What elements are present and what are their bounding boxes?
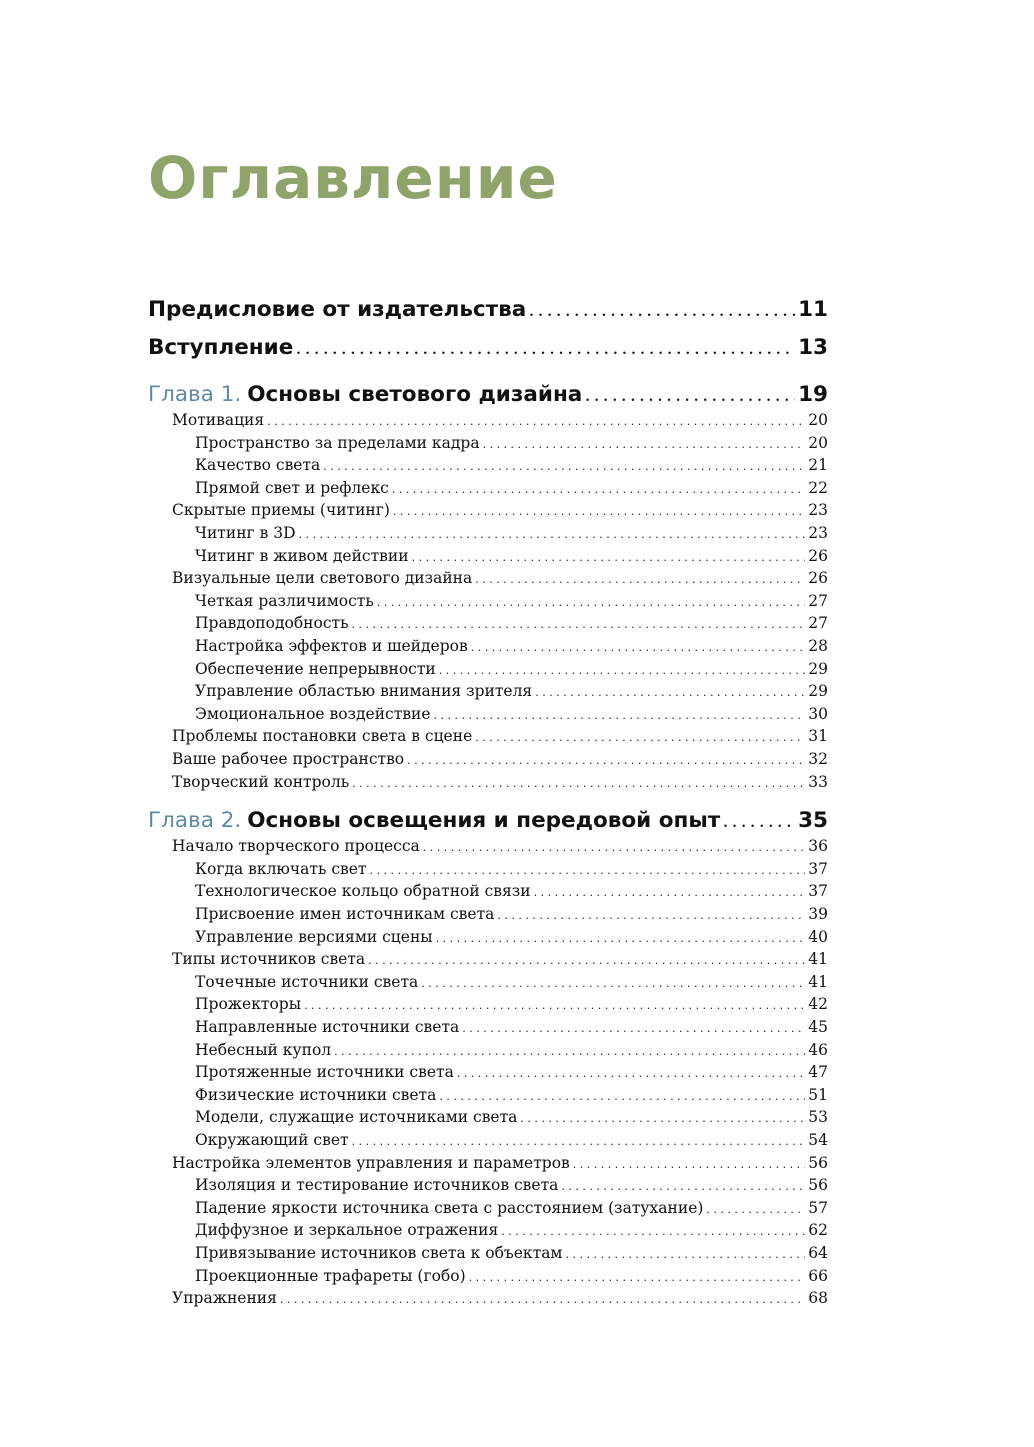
toc-front-entry[interactable]: [148, 333, 828, 363]
page-number: 41: [808, 972, 828, 991]
page-number: 37: [808, 882, 828, 901]
dot-leader: [471, 636, 806, 659]
dot-leader: [501, 1220, 805, 1243]
page-number: 29: [808, 659, 828, 678]
dot-leader: [561, 1175, 805, 1198]
entry-title: Правдоподобность: [195, 614, 349, 633]
entry-title: Проекционные трафареты (гобо): [195, 1266, 466, 1285]
toc-subsection[interactable]: [195, 1084, 828, 1107]
toc-section[interactable]: [172, 771, 828, 794]
page-number: 57: [808, 1198, 828, 1217]
page-number: 22: [808, 478, 828, 497]
page-number: 56: [808, 1153, 828, 1172]
page-number: 32: [808, 750, 828, 768]
toc-chapter-heading[interactable]: [148, 806, 828, 836]
dot-leader: [421, 972, 805, 995]
toc-subsection[interactable]: [195, 880, 828, 903]
toc-section[interactable]: [172, 1152, 828, 1175]
page-number: 56: [808, 1176, 828, 1195]
entry-title: Прямой свет и рефлекс: [195, 478, 389, 497]
page-number: 51: [808, 1085, 828, 1104]
entry-title: Обеспечение непрерывности: [195, 659, 436, 678]
dot-leader: [352, 772, 805, 795]
toc-subsection[interactable]: [195, 590, 828, 613]
dot-leader: [267, 410, 805, 433]
chapter-heading: [148, 380, 582, 410]
toc-subsection[interactable]: [195, 971, 828, 994]
toc-section[interactable]: [172, 1287, 828, 1310]
chapter-title: Основы светового дизайна: [247, 382, 583, 407]
page-number: 39: [808, 905, 828, 923]
entry-title: Качество света: [195, 456, 321, 475]
dot-leader: [439, 659, 806, 682]
toc-subsection[interactable]: [195, 1016, 828, 1039]
dot-leader: [534, 881, 806, 904]
toc-subsection[interactable]: [195, 1129, 828, 1152]
entry-title: Четкая различимость: [195, 591, 374, 610]
page-number: 40: [808, 927, 828, 946]
page-number: 20: [808, 433, 828, 452]
toc-subsection[interactable]: [195, 1242, 828, 1265]
entry-title: Настройка элементов управления и параметров: [172, 1153, 570, 1172]
page-number: 23: [808, 501, 828, 520]
page-number: 41: [808, 950, 828, 969]
dot-leader: [304, 994, 805, 1017]
dot-leader: [475, 726, 805, 749]
dot-leader: [483, 433, 806, 456]
page-number: 23: [808, 524, 828, 542]
dot-leader: [412, 546, 806, 569]
dot-leader: [529, 298, 795, 328]
toc-subsection[interactable]: [195, 477, 828, 500]
dot-leader: [497, 904, 805, 927]
entry-title: Эмоциональное воздействие: [195, 704, 431, 723]
entry-title: Читинг в 3D: [195, 524, 296, 542]
dot-leader: [368, 949, 805, 972]
dot-leader: [407, 749, 805, 772]
toc-subsection[interactable]: [195, 545, 828, 568]
toc-subsection[interactable]: [195, 1039, 828, 1062]
toc-subsection[interactable]: [195, 635, 828, 658]
page-number: 68: [808, 1289, 828, 1308]
dot-leader: [393, 500, 805, 523]
toc-subsection[interactable]: [195, 903, 828, 926]
toc-section[interactable]: [172, 499, 828, 522]
entry-title: Управление версиями сцены: [195, 927, 433, 946]
entry-title: Падение яркости источника света с расстоянием (затухание): [195, 1198, 704, 1217]
entry-title: Окружающий свет: [195, 1131, 349, 1149]
page-number: 33: [808, 772, 828, 791]
page-number: 53: [808, 1108, 828, 1127]
dot-leader: [535, 681, 805, 704]
page-number: 31: [808, 727, 828, 746]
dot-leader: [423, 836, 806, 859]
dot-leader: [566, 1243, 806, 1266]
page-number: 11: [798, 297, 828, 322]
entry-title: Когда включать свет: [195, 859, 367, 878]
dot-leader: [475, 568, 805, 591]
toc-chapter-heading[interactable]: [148, 380, 828, 410]
page-number: 27: [808, 591, 828, 610]
entry-title: Проблемы постановки света в сцене: [172, 727, 473, 746]
page-number: 46: [808, 1040, 828, 1059]
dot-leader: [392, 478, 805, 501]
page-number: 35: [798, 808, 828, 834]
page-number: 21: [808, 456, 828, 475]
entry-title: Настройка эффектов и шейдеров: [195, 637, 468, 655]
page-number: 37: [808, 859, 828, 878]
dot-leader: [352, 1130, 806, 1153]
dot-leader: [296, 336, 795, 366]
toc-subsection[interactable]: [195, 658, 828, 681]
toc-section[interactable]: [172, 567, 828, 590]
toc-subsection[interactable]: [195, 432, 828, 455]
dot-leader: [323, 455, 805, 478]
chapter-heading: [148, 806, 720, 836]
page-number: 29: [808, 682, 828, 701]
toc-subsection[interactable]: [195, 1061, 828, 1084]
dot-leader: [573, 1153, 805, 1176]
page-number: 26: [808, 569, 828, 588]
toc-subsection[interactable]: [195, 1106, 828, 1129]
entry-title: Ваше рабочее пространство: [172, 750, 405, 768]
entry-title: Модели, служащие источниками света: [195, 1108, 518, 1127]
chapter-number: Глава 1.: [148, 382, 242, 407]
page-number: 47: [808, 1063, 828, 1082]
page-title: Оглавление: [148, 144, 558, 212]
entry-title: Творческий контроль: [172, 772, 350, 791]
entry-title: Привязывание источников света к объектам: [195, 1244, 563, 1262]
page-number: 62: [808, 1221, 828, 1240]
entry-title: Прожекторы: [195, 995, 302, 1014]
entry-title: Визуальные цели светового дизайна: [172, 569, 473, 588]
page-number: 30: [808, 704, 828, 723]
page-number: 64: [808, 1244, 828, 1262]
dot-leader: [334, 1040, 805, 1063]
dot-leader: [434, 704, 806, 727]
chapter-title: Основы освещения и передовой опыт: [247, 808, 721, 834]
page-number: 26: [808, 546, 828, 565]
entry-title: Технологическое кольцо обратной связи: [195, 882, 531, 901]
chapter-number: Глава 2.: [148, 808, 242, 834]
dot-leader: [439, 1085, 805, 1108]
toc-subsection[interactable]: [195, 858, 828, 881]
entry-title: Пространство за пределами кадра: [195, 433, 480, 452]
dot-leader: [436, 927, 806, 950]
page-number: 19: [798, 382, 828, 407]
toc-section[interactable]: [172, 409, 828, 432]
entry-title: Точечные источники света: [195, 972, 419, 991]
toc-section[interactable]: [172, 948, 828, 971]
entry-title: Типы источников света: [172, 950, 366, 969]
entry-title: Предисловие от издательства: [148, 297, 527, 322]
page-number: 28: [808, 637, 828, 655]
dot-leader: [462, 1017, 805, 1040]
entry-title: Мотивация: [172, 411, 265, 429]
page-number: 20: [808, 411, 828, 429]
toc-subsection[interactable]: [195, 680, 828, 703]
entry-title: Направленные источники света: [195, 1018, 460, 1036]
entry-title: Читинг в живом действии: [195, 546, 409, 565]
dot-leader: [706, 1198, 805, 1221]
dot-leader: [299, 523, 806, 546]
toc-section[interactable]: [172, 835, 828, 858]
toc-section[interactable]: [172, 748, 828, 771]
entry-title: Управление областью внимания зрителя: [195, 682, 533, 701]
toc-subsection[interactable]: [195, 993, 828, 1016]
entry-title: Физические источники света: [195, 1085, 437, 1104]
toc-section[interactable]: [172, 725, 828, 748]
toc-subsection[interactable]: [195, 1197, 828, 1220]
page-number: 27: [808, 614, 828, 633]
dot-leader: [520, 1107, 805, 1130]
toc-front-entry[interactable]: [148, 295, 828, 325]
entry-title: Изоляция и тестирование источников света: [195, 1176, 559, 1195]
toc-subsection[interactable]: [195, 522, 828, 545]
dot-leader: [352, 613, 806, 636]
page-number: 66: [808, 1266, 828, 1285]
entry-title: Небесный купол: [195, 1040, 332, 1059]
toc-subsection[interactable]: [195, 454, 828, 477]
page-number: 42: [808, 995, 828, 1014]
dot-leader: [457, 1062, 805, 1085]
entry-title: Протяженные источники света: [195, 1063, 454, 1082]
page-number: 54: [808, 1131, 828, 1149]
entry-title: Диффузное и зеркальное отражения: [195, 1221, 499, 1240]
toc-subsection[interactable]: [195, 1265, 828, 1288]
entry-title: Упражнения: [172, 1289, 277, 1308]
toc-subsection[interactable]: [195, 612, 828, 635]
page-number: 13: [798, 335, 828, 360]
dot-leader: [377, 591, 805, 614]
toc-subsection[interactable]: [195, 1174, 828, 1197]
entry-title: Присвоение имен источникам света: [195, 905, 495, 923]
toc-subsection[interactable]: [195, 926, 828, 949]
page-number: 36: [808, 837, 828, 856]
toc-subsection[interactable]: [195, 703, 828, 726]
entry-title: Начало творческого процесса: [172, 837, 420, 856]
dot-leader: [370, 859, 806, 882]
page-number: 45: [808, 1018, 828, 1036]
dot-leader: [280, 1288, 805, 1311]
entry-title: Вступление: [148, 335, 294, 360]
entry-title: Скрытые приемы (читинг): [172, 501, 390, 520]
dot-leader: [469, 1266, 806, 1289]
toc-subsection[interactable]: [195, 1219, 828, 1242]
